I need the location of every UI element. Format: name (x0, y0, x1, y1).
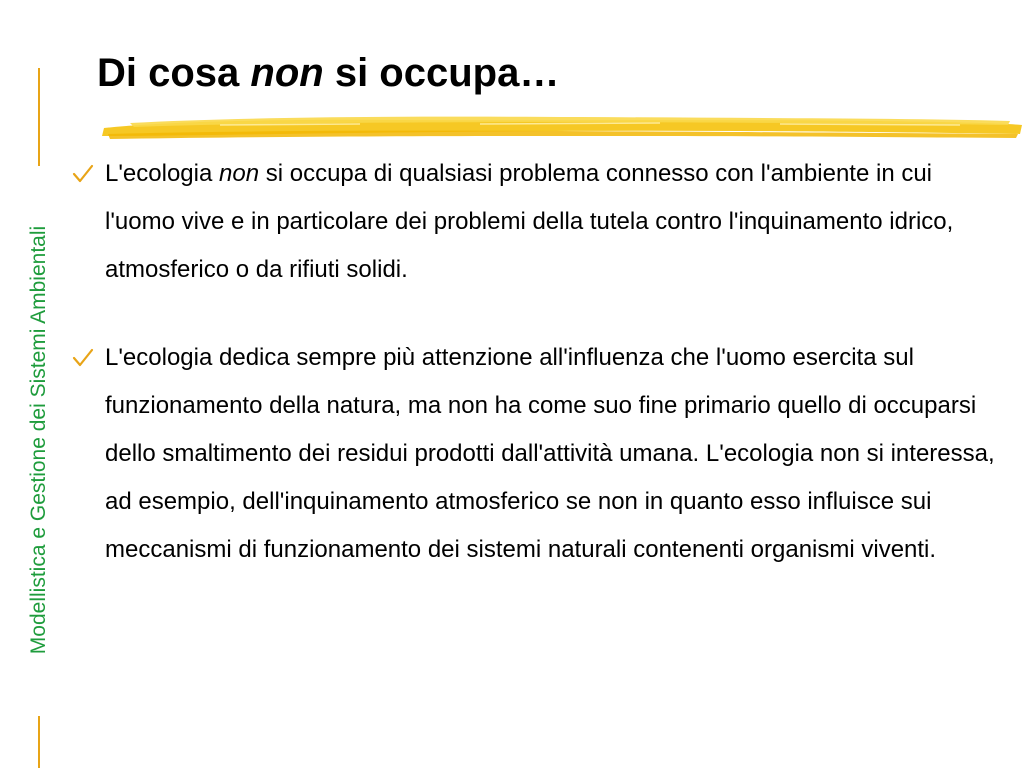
bullet-text: L'ecologia non si occupa di qualsiasi problema connesso con l'ambiente in cui l'uomo vive e in particolare dei problemi della tutela contro l'inquinamento idrico, atmosferico o da rifiuti solidi. (105, 160, 954, 283)
bullet-item (72, 150, 1002, 294)
bullet-emphasis: non (219, 160, 260, 187)
title-part-1: Di cosa (97, 51, 251, 95)
slide-title (97, 53, 559, 93)
title-part-2: si occupa… (323, 51, 560, 95)
bullet-text: L'ecologia dedica sempre più attenzione all'influenza che l'uomo esercita sul funzionamento della natura, ma non ha come suo fine primario quello di occuparsi dello smaltimento dei residui prodotti dall'attività umana. L'ecologia non si interessa, ad esempio, dell'inquinamento atmosferico se non in quanto esso influisce sui meccanismi di funzionamento dei sistemi naturali contenenti organismi viventi. (105, 344, 995, 563)
title-highlight-stroke (100, 106, 1024, 146)
bullet-list (72, 150, 1002, 574)
left-rule-bottom (38, 716, 40, 768)
course-title-vertical: Modellistica e Gestione dei Sistemi Ambientali (27, 225, 50, 655)
left-rule-top (38, 68, 40, 166)
checkmark-icon (72, 163, 94, 185)
bullet-item (72, 334, 1002, 574)
title-emphasis: non (250, 51, 324, 95)
checkmark-icon (72, 347, 94, 369)
